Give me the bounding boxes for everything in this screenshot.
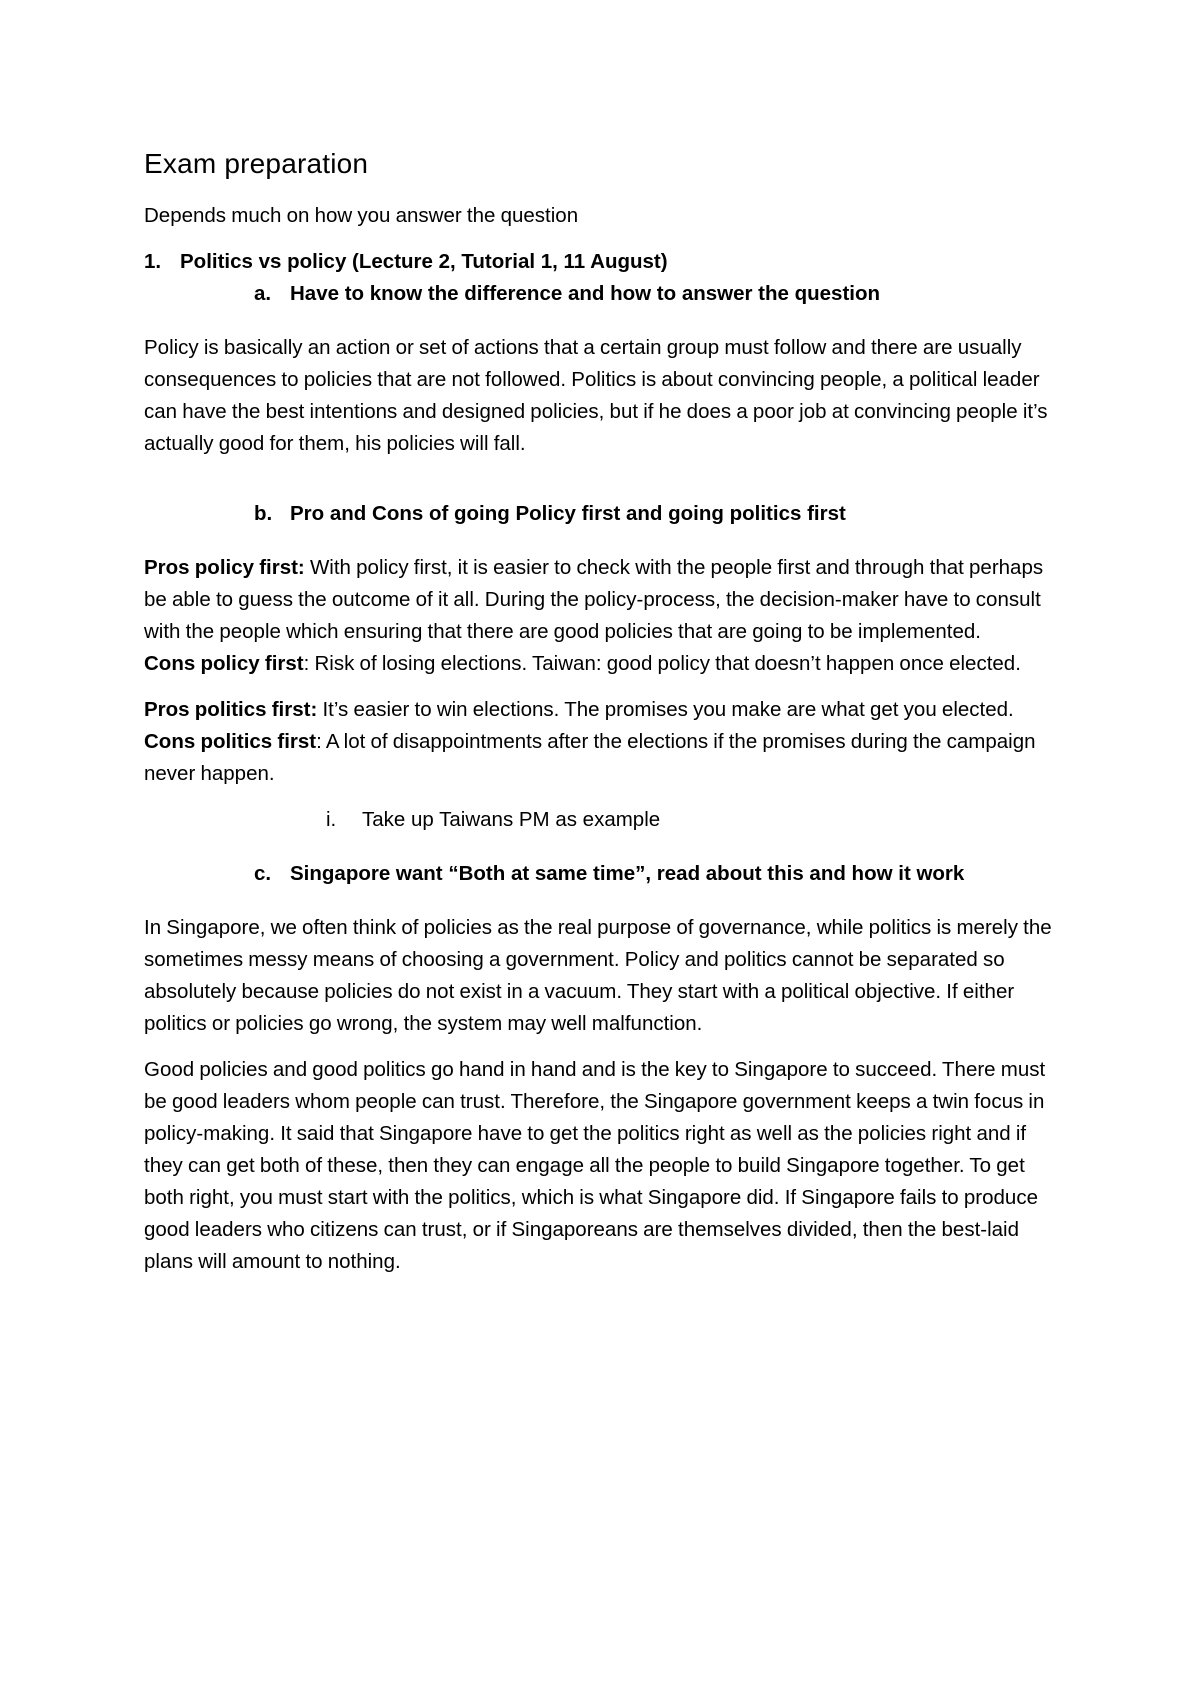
list-marker: b. [254,502,273,526]
paragraph-pros-politics [144,694,1064,726]
list-item-1b-i [326,804,1064,836]
pros-politics-label: Pros politics first: [144,698,318,722]
paragraph-cons-politics [144,726,1064,790]
cons-politics-label: Cons politics first [144,730,317,754]
pros-policy-label: Pros policy first: [144,556,305,580]
cons-policy-label: Cons policy first [144,652,304,676]
cons-policy-text: : Risk of losing elections. Taiwan: good policy that doesn’t happen once elected. [303,652,1021,676]
list-item-text: Take up Taiwans PM as example [362,808,661,832]
list-item-1b [254,498,1064,530]
intro-text: Depends much on how you answer the question [144,204,579,228]
pros-politics-text: It’s easier to win elections. The promises you make are what get you elected. [317,698,1014,722]
cons-politics-text: : A lot of disappointments after the elections if the promises during the campaign never happen. [144,730,1036,786]
list-marker: i. [326,808,337,832]
list-marker: a. [254,282,272,306]
paragraph-pros-policy [144,552,1064,648]
paragraph-policy: Policy is basically an action or set of actions that a certain group must follow and there are usually consequences to policies that are not followed. Politics is about convincing people, a political leader can have the best intentions and designed policies, but if he does a poor job at convincing people it’s actually good for them, his policies will fall. [144,336,1048,456]
paragraph-singapore-1: In Singapore, we often think of policies as the real purpose of governance, while politics is merely the sometimes messy means of choosing a government. Policy and politics cannot be separated so absolutely because policies do not exist in a vacuum. They start with a political objective. If either politics or policies go wrong, the system may well malfunction. [144,916,1052,1036]
list-item-text: Singapore want “Both at same time”, read about this and how it work [290,862,965,886]
list-item-text: Have to know the difference and how to answer the question [290,282,881,306]
list-item-text: Pro and Cons of going Policy first and going politics first [290,502,846,526]
list-item-text: Politics vs policy (Lecture 2, Tutorial 1, 11 August) [180,250,668,274]
document-body [144,146,1064,1292]
list-item-1a [254,278,1064,310]
list-marker: 1. [144,250,162,274]
pros-policy-text: With policy first, it is easier to check with the people first and through that perhaps be able to guess the outcome of it all. During the policy-process, the decision-maker have to consult with the people which ensuring that there are good policies that are going to be implemented. [144,556,1044,644]
paragraph-cons-policy [144,648,1064,680]
list-item-1 [144,246,1064,278]
list-item-1c [254,858,1064,890]
page-title: Exam preparation [144,148,369,179]
paragraph-singapore-2: Good policies and good politics go hand in hand and is the key to Singapore to succeed. There must be good leaders whom people can trust. Therefore, the Singapore government keeps a twin focus in policy-making. It said that Singapore have to get the politics right as well as the policies right and if they can get both of these, then they can engage all the people to build Singapore together. To get both right, you must start with the politics, which is what Singapore did. If Singapore fails to produce good leaders who citizens can trust, or if Singaporeans are themselves divided, then the best-laid plans will amount to nothing. [144,1058,1046,1274]
list-marker: c. [254,862,272,886]
